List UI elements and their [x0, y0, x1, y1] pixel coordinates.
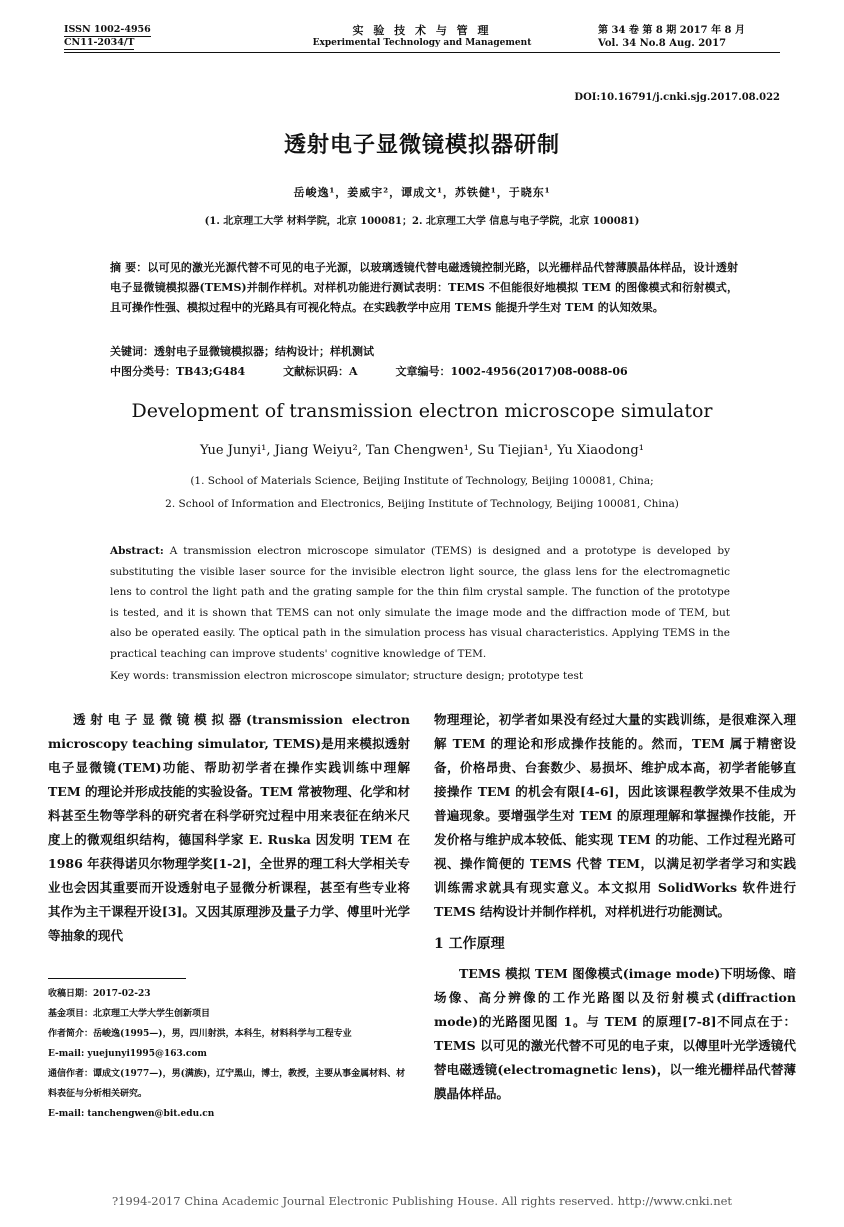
affiliation-en-1: (1. School of Materials Science, Beijing Institute of Technology, Beijing 100081, China;: [190, 475, 654, 487]
abstract-zh-text: 以可见的激光光源代替不可见的电子光源，以玻璃透镜代替电磁透镜控制光路，以光栅样品代替薄膜晶体样品，设计透射电子显微镜模拟器(TEMS)并制作样机。对样机功能进行测试表明：TEMS 不但能很好地模拟 TEM 的图像模式和衍射模式，且可操作性强、模拟过程中的光路具有可视化特点。在实践教学中应用 TEMS 能提升学生对 TEM 的认知效果。: [110, 261, 738, 314]
title-en: Development of transmission electron microscope simulator: [131, 400, 713, 422]
cn-number: CN11-2034/T: [64, 37, 135, 48]
keywords-en: Key words: transmission electron microscope simulator; structure design; prototype test: [110, 670, 584, 682]
article-number: 文章编号：1002-4956(2017)08-0088-06: [395, 365, 628, 378]
volume-zh: 第 34 卷 第 8 期 2017 年 8 月: [598, 25, 745, 36]
classification-line: [110, 362, 738, 382]
footnote-author: 作者简介：岳峻逸(1995—)，男，四川射洪，本科生，材料科学与工程专业: [48, 1029, 352, 1039]
affiliation-zh: (1. 北京理工大学 材料学院，北京 100081；2. 北京理工大学 信息与电子学院，北京 100081): [204, 216, 640, 227]
section-heading: 1 工作原理: [434, 936, 505, 952]
body-right-column: [434, 708, 796, 1106]
footnote-funding: 基金项目：北京理工大学大学生创新项目: [48, 1009, 211, 1019]
title-zh: 透射电子显微镜模拟器研制: [283, 132, 560, 158]
body-left-column: [48, 708, 410, 948]
journal-name-en: Experimental Technology and Management: [312, 38, 532, 48]
header-rule: [64, 52, 780, 53]
abstract-zh: [110, 258, 738, 318]
journal-name-zh: 实 验 技 术 与 管 理: [352, 24, 492, 37]
body-paragraph: TEMS 模拟 TEM 图像模式(image mode)下明场像、暗场像、高分辨像的工作光路图以及衍射模式(diffraction mode)的光路图见图 1。与 TEM 的原理[7-8]不同点在于：TEMS 以可见的激光代替不可见的电子束，以傅里叶光学透镜代替电磁透镜(electromagnetic lens)，以一维光栅样品代替薄膜晶体样品。: [434, 966, 796, 1101]
footnote-rule: [48, 978, 186, 979]
issn-block: [64, 24, 151, 50]
doi[interactable]: DOI:10.16791/j.cnki.sjg.2017.08.022: [574, 92, 780, 103]
volume-block: [598, 24, 745, 50]
body-paragraph: 物理理论，初学者如果没有经过大量的实践训练，是很难深入理解 TEM 的理论和形成操作技能的。然而，TEM 属于精密设备，价格昂贵、台套数少、易损坏、维护成本高，初学者能够直接操作 TEM 的机会有限[4-6]，因此该课程教学效果不佳成为普遍现象。要增强学生对 TEM 的原理理解和掌握操作技能，开发价格与维护成本较低、能实现 TEM 的功能、工作过程光路可视、操作简便的 TEMS 代替 TEM，以满足初学者学习和实践训练需求就具有现实意义。本文拟用 SolidWorks 软件进行 TEMS 结构设计并制作样机，对样机进行功能测试。: [434, 712, 796, 919]
footnote-author-email[interactable]: E-mail: yuejunyi1995@163.com: [48, 1049, 207, 1059]
body-paragraph: 透射电子显微镜模拟器(transmission electron microscopy teaching simulator, TEMS)是用来模拟透射电子显微镜(TEM)功能、帮助初学者在操作实践训练中理解 TEM 的理论并形成技能的实验设备。TEM 常被物理、化学和材料甚至生物等学科的研究者在科学研究过程中用来表征在纳米尺度上的微观组织结构，德国科学家 E. Ruska 因发明 TEM 在 1986 年获得诺贝尔物理学奖[1-2]，全世界的理工科大学相关专业也会因其重要而开设透射电子显微分析课程，甚至有些专业将其作为主干课程开设[3]。又因其原理涉及量子力学、傅里叶光学等抽象的现代: [48, 712, 410, 943]
issn: ISSN 1002-4956: [64, 24, 151, 35]
keywords-zh: 关键词：透射电子显微镜模拟器；结构设计；样机测试: [110, 345, 374, 358]
footnotes: [48, 984, 410, 1124]
abstract-en: [110, 541, 730, 664]
footnote-corresponding: 通信作者：谭成文(1977—)，男(满族)，辽宁黑山，博士，教授，主要从事金属材料、材料表征与分析相关研究。: [48, 1069, 406, 1099]
abstract-en-text: A transmission electron microscope simulator (TEMS) is designed and a prototype is developed by substituting the visible laser source for the invisible electron light source, the glass lens for the electromagnetic lens to control the light path and the grating sample for the thin film crystal sample. The function of the prototype is tested, and it is shown that TEMS can not only simulate the image mode and the diffraction mode of TEM, but also be operated easily. The optical path in the simulation process has visual characteristics. Applying TEMS in the practical teaching can improve students' cognitive knowledge of TEM.: [110, 545, 731, 660]
footnote-received: 收稿日期：2017-02-23: [48, 989, 151, 999]
journal-name: [300, 24, 544, 50]
copyright-footer: ?1994-2017 China Academic Journal Electronic Publishing House. All rights reserved. http://www.cnki.net: [111, 1194, 733, 1208]
authors-zh: 岳峻逸¹，姜威宇²，谭成文¹，苏铁健¹，于晓东¹: [293, 186, 551, 199]
abstract-zh-label: 摘 要：: [110, 261, 148, 274]
footnote-corresponding-email[interactable]: E-mail: tanchengwen@bit.edu.cn: [48, 1109, 215, 1119]
abstract-en-label: Abstract:: [110, 545, 164, 557]
document-code: 文献标识码：A: [283, 365, 358, 378]
clc-number: 中图分类号：TB43;G484: [110, 365, 246, 378]
authors-en: Yue Junyi¹, Jiang Weiyu², Tan Chengwen¹, Su Tiejian¹, Yu Xiaodong¹: [200, 443, 644, 458]
volume-en: Vol. 34 No.8 Aug. 2017: [598, 38, 727, 49]
affiliation-en-2: 2. School of Information and Electronics, Beijing Institute of Technology, Beijing 100081, China): [165, 498, 679, 510]
